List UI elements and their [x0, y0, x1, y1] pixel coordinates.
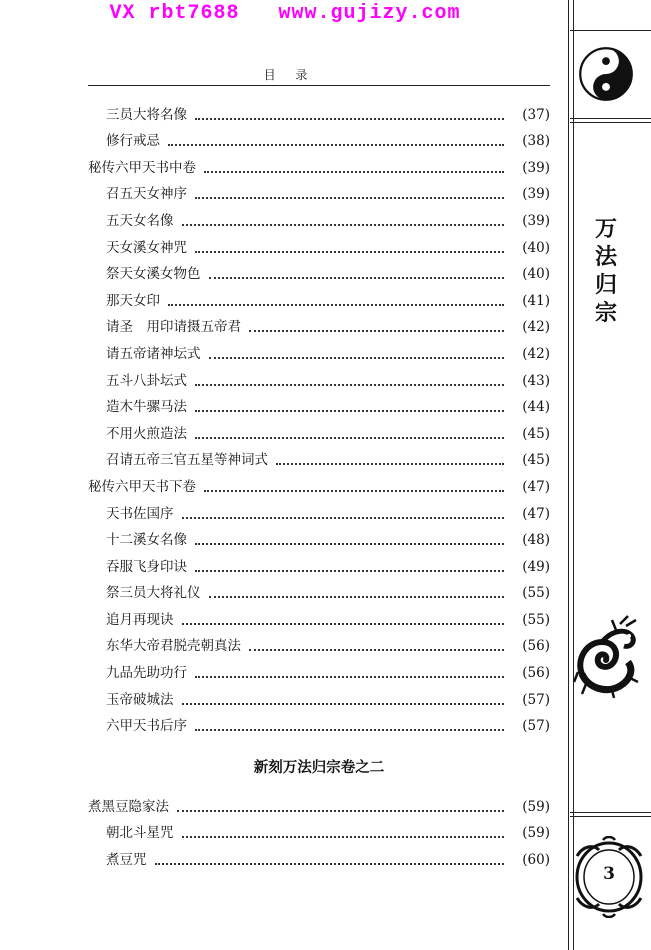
dot-leader — [195, 117, 504, 120]
toc-entry — [88, 256, 550, 283]
toc-entry — [88, 628, 550, 655]
toc-entry-title: 天书佐国序 — [106, 505, 174, 522]
dot-leader — [168, 303, 504, 306]
toc-entry-page: (45) — [522, 452, 550, 469]
toc-entry — [88, 123, 550, 150]
dot-leader — [195, 675, 504, 678]
side-title-char: 归 — [594, 273, 617, 298]
watermark-text: VX rbt7688 www.gujizy.com — [109, 2, 461, 25]
toc-entry — [88, 442, 550, 469]
toc-entry — [88, 415, 550, 442]
toc-entry-page: (37) — [522, 106, 550, 123]
toc-entry-title: 朝北斗星咒 — [106, 825, 174, 842]
toc-entry-title: 造木牛骡马法 — [106, 399, 187, 416]
toc-entry-title: 请圣 用印请摄五帝君 — [106, 319, 241, 336]
toc-entry-page: (43) — [522, 372, 550, 389]
side-title-char: 宗 — [594, 301, 617, 326]
toc-entry-title: 请五帝诸神坛式 — [106, 345, 201, 362]
toc-entry — [88, 176, 550, 203]
dot-leader — [177, 809, 504, 812]
dot-leader — [209, 276, 505, 279]
toc-entry-title: 那天女印 — [106, 292, 160, 309]
header-rule — [88, 85, 550, 86]
dot-leader — [195, 250, 504, 253]
dot-leader — [182, 516, 505, 519]
toc-entry-title: 五天女名像 — [106, 212, 174, 229]
dot-leader — [195, 409, 504, 412]
toc-entry-title: 东华大帝君脱壳朝真法 — [106, 638, 241, 655]
margin-rule-right — [573, 0, 574, 950]
toc-entry-title: 不用火煎造法 — [106, 425, 187, 442]
toc-entry-title: 召请五帝三官五星等神词式 — [106, 452, 268, 469]
toc-entry-page: (57) — [522, 718, 550, 735]
toc-entry-page: (47) — [522, 478, 550, 495]
toc-entry — [88, 788, 550, 815]
toc-list — [88, 96, 550, 734]
toc-entry-page: (47) — [522, 505, 550, 522]
section-heading: 新刻万法归宗卷之二 — [253, 760, 385, 776]
toc-entry-title: 祭天女溪女物色 — [106, 266, 201, 283]
toc-entry — [88, 681, 550, 708]
toc-entry — [88, 389, 550, 416]
toc-entry-title: 十二溪女名像 — [106, 532, 187, 549]
toc-entry — [88, 282, 550, 309]
toc-entry — [88, 654, 550, 681]
toc-entry — [88, 309, 550, 336]
dot-leader — [204, 489, 504, 492]
dot-leader — [249, 329, 504, 332]
dot-leader — [209, 356, 505, 359]
page-header-title: 目 录 — [263, 68, 316, 82]
toc-entry-title: 五斗八卦坛式 — [106, 372, 187, 389]
toc-entry — [88, 522, 550, 549]
margin-divider — [570, 30, 651, 31]
page-number: 3 — [603, 864, 615, 884]
yin-yang-icon — [578, 46, 634, 102]
toc-entry-title: 秘传六甲天书中卷 — [88, 159, 196, 176]
toc-entry-page: (39) — [522, 159, 550, 176]
toc-entry — [88, 548, 550, 575]
dot-leader — [182, 835, 505, 838]
dragon-icon — [572, 612, 642, 700]
dot-leader — [182, 223, 505, 226]
toc-entry — [88, 202, 550, 229]
toc-entry-page: (55) — [522, 585, 550, 602]
toc-entry-page: (40) — [522, 266, 550, 283]
dot-leader — [195, 196, 504, 199]
margin-divider — [570, 816, 651, 817]
toc-entry — [88, 335, 550, 362]
side-title-char: 法 — [594, 245, 617, 270]
toc-entry — [88, 149, 550, 176]
toc-entry-page: (39) — [522, 212, 550, 229]
toc-entry — [88, 841, 550, 868]
toc-entry — [88, 229, 550, 256]
dot-leader — [195, 436, 504, 439]
toc-entry-title: 煮豆咒 — [106, 851, 147, 868]
toc-entry-page: (42) — [522, 319, 550, 336]
dot-leader — [204, 170, 504, 173]
dot-leader — [209, 595, 505, 598]
side-title — [588, 216, 624, 328]
margin-divider — [570, 122, 651, 123]
dot-leader — [195, 569, 504, 572]
toc-entry — [88, 601, 550, 628]
dot-leader — [182, 622, 505, 625]
toc-entry-page: (57) — [522, 691, 550, 708]
toc-entry — [88, 815, 550, 842]
margin-divider — [570, 118, 651, 119]
margin-divider — [570, 812, 651, 813]
toc-entry — [88, 708, 550, 735]
toc-entry-page: (48) — [522, 532, 550, 549]
dot-leader — [182, 702, 505, 705]
toc-entry-page: (40) — [522, 239, 550, 256]
toc-entry-title: 祭三员大将礼仪 — [106, 585, 201, 602]
dot-leader — [195, 542, 504, 545]
dot-leader — [168, 143, 504, 146]
toc-entry-page: (38) — [522, 133, 550, 150]
toc-entry-title: 三员大将名像 — [106, 106, 187, 123]
toc-entry-title: 追月再现诀 — [106, 611, 174, 628]
toc-entry — [88, 495, 550, 522]
toc-entry — [88, 96, 550, 123]
toc-entry-page: (42) — [522, 345, 550, 362]
margin-rule-left — [568, 0, 569, 950]
dot-leader — [195, 383, 504, 386]
toc-entry-page: (44) — [522, 399, 550, 416]
dot-leader — [195, 728, 504, 731]
toc-entry-title: 天女溪女神咒 — [106, 239, 187, 256]
toc-entry-page: (39) — [522, 186, 550, 203]
toc-entry-title: 煮黑豆隐家法 — [88, 798, 169, 815]
toc-entry-title: 九品先助功行 — [106, 665, 187, 682]
toc-entry-page: (45) — [522, 425, 550, 442]
dot-leader — [276, 462, 504, 465]
toc-entry-title: 六甲天书后序 — [106, 718, 187, 735]
side-title-char: 万 — [594, 217, 617, 242]
toc-entry-title: 吞服飞身印诀 — [106, 558, 187, 575]
toc-entry — [88, 362, 550, 389]
toc-entry-title: 玉帝破城法 — [106, 691, 174, 708]
toc-entry-title: 修行戒忌 — [106, 133, 160, 150]
toc-entry — [88, 468, 550, 495]
toc-entry-title: 召五天女神序 — [106, 186, 187, 203]
toc-entry-page: (56) — [522, 638, 550, 655]
dot-leader — [249, 648, 504, 651]
toc-entry-page: (59) — [522, 825, 550, 842]
dot-leader — [155, 862, 505, 865]
toc-list-section2 — [88, 788, 550, 868]
toc-entry-page: (49) — [522, 558, 550, 575]
toc-entry-page: (55) — [522, 611, 550, 628]
toc-entry-page: (56) — [522, 665, 550, 682]
toc-entry-page: (41) — [522, 292, 550, 309]
toc-entry-page: (60) — [522, 851, 550, 868]
toc-entry-page: (59) — [522, 798, 550, 815]
toc-entry — [88, 575, 550, 602]
toc-entry-title: 秘传六甲天书下卷 — [88, 478, 196, 495]
